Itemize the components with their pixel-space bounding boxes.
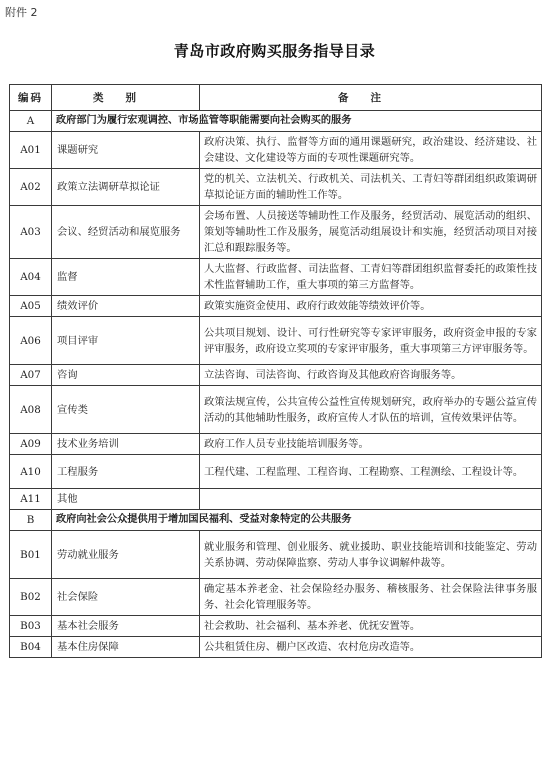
item-note: 政策实施资金使用、政府行政效能等绩效评价等。 — [200, 296, 542, 317]
item-code: B02 — [10, 579, 52, 616]
item-code: A11 — [10, 489, 52, 510]
item-code: A06 — [10, 317, 52, 365]
item-category: 绩效评价 — [52, 296, 200, 317]
table-row — [10, 434, 542, 455]
item-category: 课题研究 — [52, 132, 200, 169]
item-code: A01 — [10, 132, 52, 169]
item-code: A05 — [10, 296, 52, 317]
item-note: 政府决策、执行、监督等方面的通用课题研究，政治建设、经济建设、社会建设、文化建设等方面的专项性课题研究等。 — [200, 132, 542, 169]
table-row — [10, 259, 542, 296]
table-row — [10, 637, 542, 658]
item-category: 劳动就业服务 — [52, 531, 200, 579]
item-note: 就业服务和管理、创业服务、就业援助、职业技能培训和技能鉴定、劳动关系协调、劳动保障监察、劳动人事争议调解仲裁等。 — [200, 531, 542, 579]
section-title: 政府向社会公众提供用于增加国民福利、受益对象特定的公共服务 — [52, 510, 542, 531]
item-code: B03 — [10, 616, 52, 637]
item-category: 社会保险 — [52, 579, 200, 616]
table-header-row — [10, 85, 542, 111]
attachment-label: 附件 2 — [5, 6, 38, 19]
section-code: A — [10, 111, 52, 132]
section-title: 政府部门为履行宏观调控、市场监管等职能需要向社会购买的服务 — [52, 111, 542, 132]
item-code: A09 — [10, 434, 52, 455]
table-row — [10, 317, 542, 365]
page-title: 青岛市政府购买服务指导目录 — [173, 42, 376, 60]
item-category: 监督 — [52, 259, 200, 296]
item-category: 政策立法调研草拟论证 — [52, 169, 200, 206]
table-row — [10, 386, 542, 434]
table-row — [10, 531, 542, 579]
item-code: A02 — [10, 169, 52, 206]
section-row — [10, 510, 542, 531]
item-code: A10 — [10, 455, 52, 489]
item-note: 工程代建、工程监理、工程咨询、工程勘察、工程测绘、工程设计等。 — [200, 455, 542, 489]
table-row — [10, 579, 542, 616]
item-category: 基本社会服务 — [52, 616, 200, 637]
table-row — [10, 206, 542, 259]
item-note: 确定基本养老金、社会保险经办服务、稽核服务、社会保险法律事务服务、社会化管理服务等。 — [200, 579, 542, 616]
item-code: A04 — [10, 259, 52, 296]
item-category: 其他 — [52, 489, 200, 510]
item-category: 会议、经贸活动和展览服务 — [52, 206, 200, 259]
section-row — [10, 111, 542, 132]
item-code: A07 — [10, 365, 52, 386]
header-category: 类别 — [52, 85, 200, 111]
item-note: 党的机关、立法机关、行政机关、司法机关、工青妇等群团组织政策调研草拟论证方面的辅助性工作等。 — [200, 169, 542, 206]
item-category: 技术业务培训 — [52, 434, 200, 455]
table-row — [10, 455, 542, 489]
item-note: 政策法规宣传，公共宣传公益性宣传规划研究，政府举办的专题公益宣传活动的其他辅助性服务，政府宣传人才队伍的培训，宣传效果评估等。 — [200, 386, 542, 434]
item-note: 政府工作人员专业技能培训服务等。 — [200, 434, 542, 455]
item-note: 会场布置、人员接送等辅助性工作及服务，经贸活动、展览活动的组织、策划等辅助性工作及服务，展览活动组展设计和实施，经贸活动项目对接汇总和跟踪服务等。 — [200, 206, 542, 259]
table-row — [10, 169, 542, 206]
item-note: 公共租赁住房、棚户区改造、农村危房改造等。 — [200, 637, 542, 658]
table-row — [10, 616, 542, 637]
item-note: 公共项目规划、设计、可行性研究等专家评审服务，政府资金申报的专家评审服务，政府设立奖项的专家评审服务，重大事项第三方评审服务等。 — [200, 317, 542, 365]
item-note — [200, 489, 542, 510]
section-code: B — [10, 510, 52, 531]
table-body — [10, 111, 542, 658]
item-code: B01 — [10, 531, 52, 579]
item-code: A03 — [10, 206, 52, 259]
catalog-table — [9, 84, 542, 658]
item-category: 宣传类 — [52, 386, 200, 434]
table-row — [10, 365, 542, 386]
item-code: A08 — [10, 386, 52, 434]
header-note: 备注 — [200, 85, 542, 111]
item-code: B04 — [10, 637, 52, 658]
item-category: 咨询 — [52, 365, 200, 386]
table-row — [10, 296, 542, 317]
item-category: 项目评审 — [52, 317, 200, 365]
table-row — [10, 489, 542, 510]
item-category: 基本住房保障 — [52, 637, 200, 658]
item-note: 立法咨询、司法咨询、行政咨询及其他政府咨询服务等。 — [200, 365, 542, 386]
item-category: 工程服务 — [52, 455, 200, 489]
table-row — [10, 132, 542, 169]
item-note: 人大监督、行政监督、司法监督、工青妇等群团组织监督委托的政策性技术性监督辅助工作，重大事项的第三方监督等。 — [200, 259, 542, 296]
header-code: 编码 — [10, 85, 52, 111]
item-note: 社会救助、社会福利、基本养老、优抚安置等。 — [200, 616, 542, 637]
